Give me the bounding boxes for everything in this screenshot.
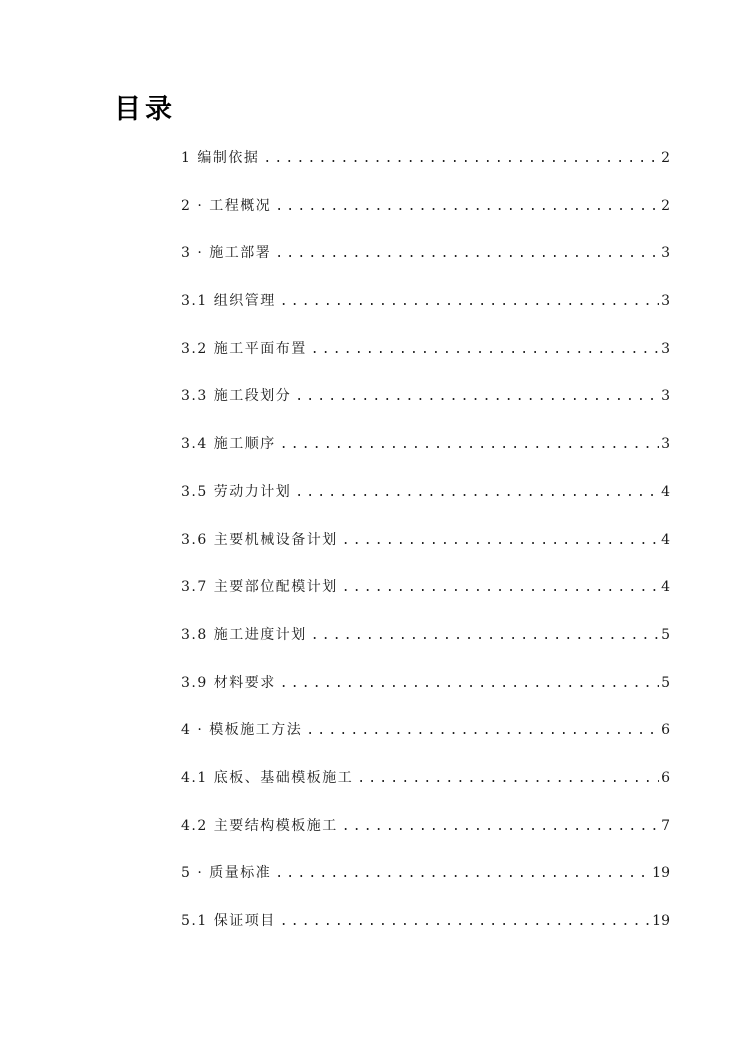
toc-page-number: 2 <box>661 197 670 214</box>
toc-entry[interactable] <box>181 909 670 957</box>
toc-entry-label: 4.2 主要结构模板施工 <box>181 817 338 834</box>
toc-entry-label: 3.2 施工平面布置 <box>181 340 307 357</box>
toc-dot-leader <box>275 862 650 886</box>
toc-entry[interactable] <box>181 194 670 242</box>
toc-entry[interactable] <box>181 432 670 480</box>
toc-page-number: 3 <box>661 436 670 453</box>
toc-entry-label: 3.3 施工段划分 <box>181 388 292 405</box>
toc-page-number: 4 <box>661 483 670 500</box>
toc-entry[interactable] <box>181 575 670 623</box>
toc-entry[interactable] <box>181 241 670 289</box>
toc-entry-label: 4.1 底板、基础模板施工 <box>181 769 354 786</box>
toc-entry[interactable] <box>181 814 670 862</box>
toc-entry-label: 3.1 组织管理 <box>181 293 276 310</box>
toc-entry[interactable] <box>181 384 670 432</box>
toc-title: 目录 <box>114 94 176 125</box>
toc-page-number: 3 <box>661 340 670 357</box>
toc-dot-leader <box>263 147 659 171</box>
toc-page-number: 2 <box>661 150 670 166</box>
toc-page-number: 5 <box>661 674 670 691</box>
toc-dot-leader <box>295 385 659 409</box>
toc-entry[interactable] <box>181 528 670 576</box>
toc-entry-label: 5 · 质量标准 <box>181 865 272 882</box>
toc-dot-leader <box>357 767 659 791</box>
toc-dot-leader <box>311 624 659 648</box>
toc-entry[interactable] <box>181 623 670 671</box>
toc-page-number: 19 <box>652 865 670 882</box>
toc-page-number: 19 <box>652 913 670 929</box>
toc-page-number: 3 <box>661 293 670 310</box>
toc-entry[interactable] <box>181 337 670 385</box>
toc-entry-label: 3.7 主要部位配模计划 <box>181 579 338 596</box>
toc-entry[interactable] <box>181 671 670 719</box>
toc-entry-label: 2 · 工程概况 <box>181 197 272 214</box>
toc-entry-label: 3.6 主要机械设备计划 <box>181 531 338 548</box>
toc-entry-label: 3.5 劳动力计划 <box>181 483 292 500</box>
toc-entry[interactable] <box>181 289 670 337</box>
toc-page-number: 5 <box>661 626 670 643</box>
toc-dot-leader <box>295 481 659 505</box>
toc-page-number: 3 <box>661 388 670 405</box>
toc-entry-label: 3.8 施工进度计划 <box>181 626 307 643</box>
toc-entry-label: 5.1 保证项目 <box>181 913 276 929</box>
toc-dot-leader <box>280 433 659 457</box>
toc-dot-leader <box>280 290 659 314</box>
toc-entry-label: 4 · 模板施工方法 <box>181 722 303 739</box>
toc-list <box>181 146 670 957</box>
toc-page-number: 7 <box>661 817 670 834</box>
toc-entry-label: 3.4 施工顺序 <box>181 436 276 453</box>
toc-entry[interactable] <box>181 861 670 909</box>
toc-dot-leader <box>342 815 659 839</box>
toc-entry-label: 3 · 施工部署 <box>181 245 272 262</box>
toc-page-number: 6 <box>661 769 670 786</box>
toc-dot-leader <box>280 910 650 934</box>
toc-page-number: 3 <box>661 245 670 262</box>
toc-dot-leader <box>275 195 659 219</box>
toc-entry[interactable] <box>181 766 670 814</box>
toc-dot-leader <box>311 338 659 362</box>
toc-page-number: 4 <box>661 531 670 548</box>
toc-dot-leader <box>342 576 659 600</box>
toc-dot-leader <box>280 672 659 696</box>
toc-dot-leader <box>275 242 659 266</box>
toc-entry[interactable] <box>181 480 670 528</box>
toc-entry-label: 1 编制依据 <box>181 150 260 166</box>
toc-dot-leader <box>306 719 659 743</box>
toc-entry-label: 3.9 材料要求 <box>181 674 276 691</box>
toc-entry[interactable] <box>181 146 670 194</box>
toc-dot-leader <box>342 529 659 553</box>
toc-page-number: 6 <box>661 722 670 739</box>
toc-page-number: 4 <box>661 579 670 596</box>
toc-entry[interactable] <box>181 718 670 766</box>
